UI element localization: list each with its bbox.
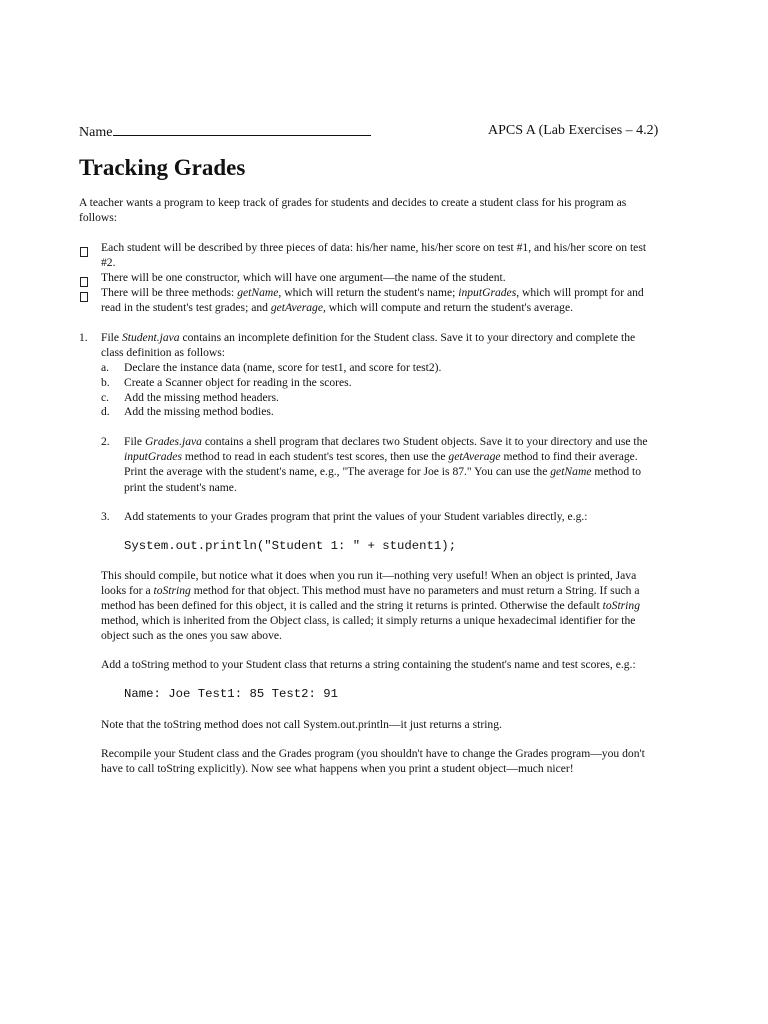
- bullet-3-line-2: read in the student's test grades; and getAverage, which will compute and return the student's average.: [101, 301, 573, 314]
- sub-d-text: Add the missing method bodies.: [124, 405, 274, 418]
- sub-c-text: Add the missing method headers.: [124, 391, 279, 404]
- sub-a-text: Declare the instance data (name, score for test1, and score for test2).: [124, 361, 442, 374]
- sub-b-letter: b.: [101, 376, 110, 389]
- item-2-line-2: inputGrades method to read in each student's test scores, then use the getAverage method to find their average.: [124, 450, 638, 463]
- bullet-marker: [80, 244, 88, 262]
- file-grades-java: Grades.java: [144, 435, 202, 448]
- bullet-1-line-2: #2.: [101, 256, 116, 269]
- name-field: [79, 123, 371, 141]
- para-4-line-1: Recompile your Student class and the Grades program (you shouldn't have to change the Grades program—you don't: [101, 747, 645, 760]
- item-2-line-1: File Grades.java contains a shell program that declares two Student objects. Save it to your directory and use the: [124, 435, 648, 448]
- bullet-3-line-1: There will be three methods: getName, which will return the student's name; inputGrades, which will prompt for and: [101, 286, 644, 299]
- bullet-1-line-1: Each student will be described by three pieces of data: his/her name, his/her score on test #1, and his/her score on test: [101, 241, 647, 254]
- page-title: Tracking Grades: [79, 155, 246, 180]
- item-3-line-1: Add statements to your Grades program that print the values of your Student variables directly, e.g.:: [124, 510, 588, 523]
- sub-d-letter: d.: [101, 405, 110, 418]
- para-1-line-4: method, which is inherited from the Object class, is called; it simply returns a unique hexadecimal identifier for the: [101, 614, 636, 627]
- bullet-marker: [80, 289, 88, 307]
- method-getaverage: getAverage: [270, 301, 323, 314]
- item-2-number: 2.: [101, 435, 110, 448]
- method-inputgrades: inputGrades: [458, 286, 517, 299]
- para-4-line-2: have to call toString explicitly). Now see what happens when you print a student object—much nicer!: [101, 762, 574, 775]
- para-1-line-3: method has been defined for this object, it is called and the string it returns is printed. Otherwise the default toString: [101, 599, 640, 612]
- para-3: Note that the toString method does not call System.out.println—it just returns a string.: [101, 718, 502, 731]
- name-blank-line: [113, 123, 371, 136]
- sub-a-letter: a.: [101, 361, 110, 374]
- item-1-number: 1.: [79, 331, 88, 344]
- name-label: Name: [79, 125, 113, 140]
- file-student-java: Student.java: [121, 331, 180, 344]
- para-1-line-2: looks for a toString method for that object. This method must have no parameters and must return a String. If such a: [101, 584, 640, 597]
- item-2-line-3: Print the average with the student's name, e.g., "The average for Joe is 87." You can use the getName method to: [124, 465, 642, 478]
- bullet-2: There will be one constructor, which will have one argument—the name of the student.: [101, 271, 506, 284]
- code-example-1: System.out.println("Student 1: " + student1);: [124, 539, 457, 553]
- sub-b-text: Create a Scanner object for reading in the scores.: [124, 376, 352, 389]
- item-1-line-1: File Student.java contains an incomplete definition for the Student class. Save it to your directory and complete the: [101, 331, 636, 344]
- code-example-2: Name: Joe Test1: 85 Test2: 91: [124, 687, 339, 701]
- item-1-line-2: class definition as follows:: [101, 346, 225, 359]
- para-1-line-1: This should compile, but notice what it does when you run it—nothing very useful! When an object is printed, Java: [101, 569, 637, 582]
- course-label: APCS A (Lab Exercises – 4.2): [488, 123, 659, 138]
- item-2-line-4: print the student's name.: [124, 481, 237, 494]
- sub-c-letter: c.: [101, 391, 110, 404]
- para-1-line-5: object such as the ones you saw above.: [101, 629, 282, 642]
- item-3-number: 3.: [101, 510, 110, 523]
- intro-line-2: follows:: [79, 211, 118, 224]
- para-2: Add a toString method to your Student class that returns a string containing the student's name and test scores, e.g.:: [101, 658, 636, 671]
- intro-line-1: A teacher wants a program to keep track of grades for students and decides to create a student class for his program as: [79, 196, 627, 209]
- method-getname: getName: [237, 286, 279, 299]
